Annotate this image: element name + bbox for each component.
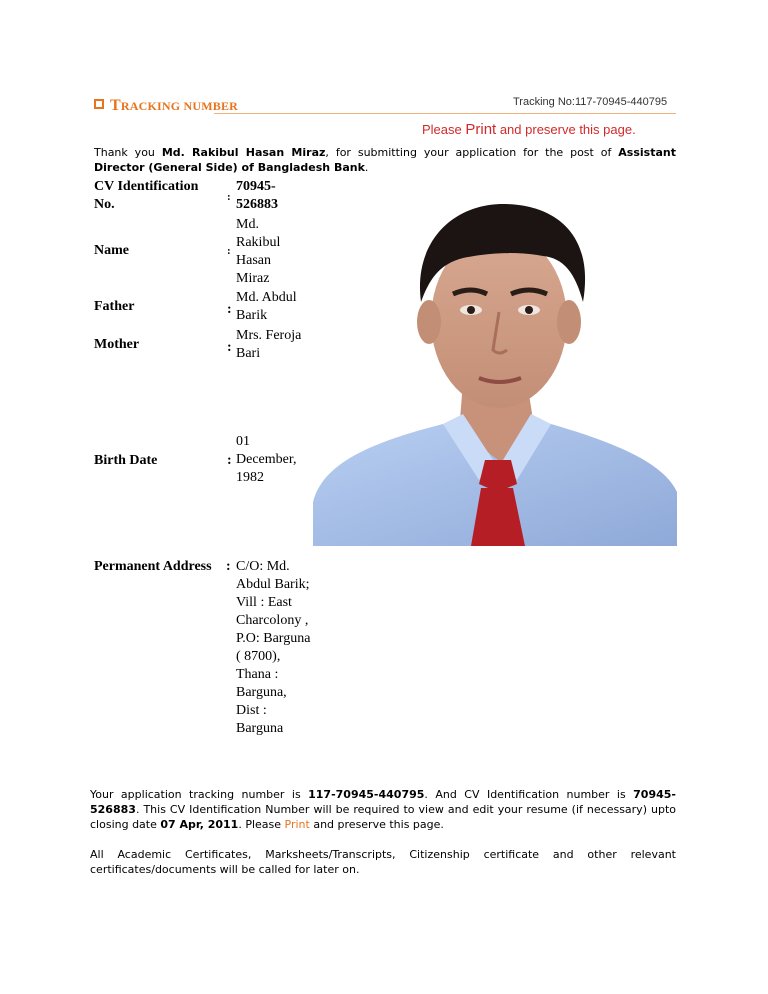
header-tracking [513,96,667,108]
notice-prefix: Please [422,122,466,137]
closing-date: 07 Apr, 2011 [160,818,239,831]
thank-you-message [94,145,676,175]
father-colon: : [227,302,232,317]
post-title: Assistant Director (General Side) of Bangladesh Bank [94,146,676,174]
tracking-label: Tracking No: [513,96,575,108]
name-colon: : [227,245,231,257]
footer-text: . This CV Identification Number will be required to view and edit your resume (if necessary) upto closing date [90,803,676,831]
thanks-text: , for submitting your application for the post of [325,146,619,159]
father-value: Md. Abdul Barik [236,290,297,323]
birth-date-value: 01 December, 1982 [236,434,297,485]
birth-date-colon: : [227,453,232,468]
cv-id-label: CV Identification No. [94,179,199,212]
notice-print: Print [465,121,497,138]
birth-date-label: Birth Date [94,453,158,468]
mother-label: Mother [94,337,140,352]
mother-value: Mrs. Feroja Bari [236,328,302,361]
footer-text: . Please [238,818,285,831]
thanks-text: . [364,161,369,174]
tracking-number: 117-70945-440795 [574,96,668,108]
permanent-address-colon: : [226,559,231,574]
mother-colon: : [227,340,232,355]
title-initial: T [110,97,121,114]
page-title [110,97,239,115]
footer-text: and preserve this page. [309,818,444,831]
cv-id-value: 70945-526883 [236,179,278,212]
tracking-info-paragraph [90,787,676,832]
footer-print-link: Print [284,818,310,831]
footer-text: . And CV Identification number is [424,788,634,801]
name-value: Md. Rakibul Hasan Miraz [236,217,281,286]
footer-text: Your application tracking number is [90,788,309,801]
applicant-photo [313,192,677,546]
notice-suffix: and preserve this page. [496,122,636,137]
footer-tracking-number: 117-70945-440795 [308,788,425,801]
print-notice [422,121,636,138]
permanent-address-value: C/O: Md. Abdul Barik; Vill : East Charcolony , P.O: Barguna ( 8700), Thana : Barguna, Dist : Barguna [236,559,311,736]
cv-id-colon: : [227,191,231,203]
certificates-paragraph: All Academic Certificates, Marksheets/Transcripts, Citizenship certificate and other relevant certificates/documents will be called for later on. [90,848,676,876]
header-box-icon [94,99,104,109]
applicant-name: Md. Rakibul Hasan Miraz [161,146,326,159]
footer-cv-number: 70945-526883 [90,788,676,816]
father-label: Father [94,299,135,314]
thanks-text: Thank you [94,146,162,159]
header-divider [214,113,676,114]
permanent-address-label: Permanent Address [94,559,212,574]
name-label: Name [94,243,129,258]
title-rest: RACKING NUMBER [120,99,239,113]
